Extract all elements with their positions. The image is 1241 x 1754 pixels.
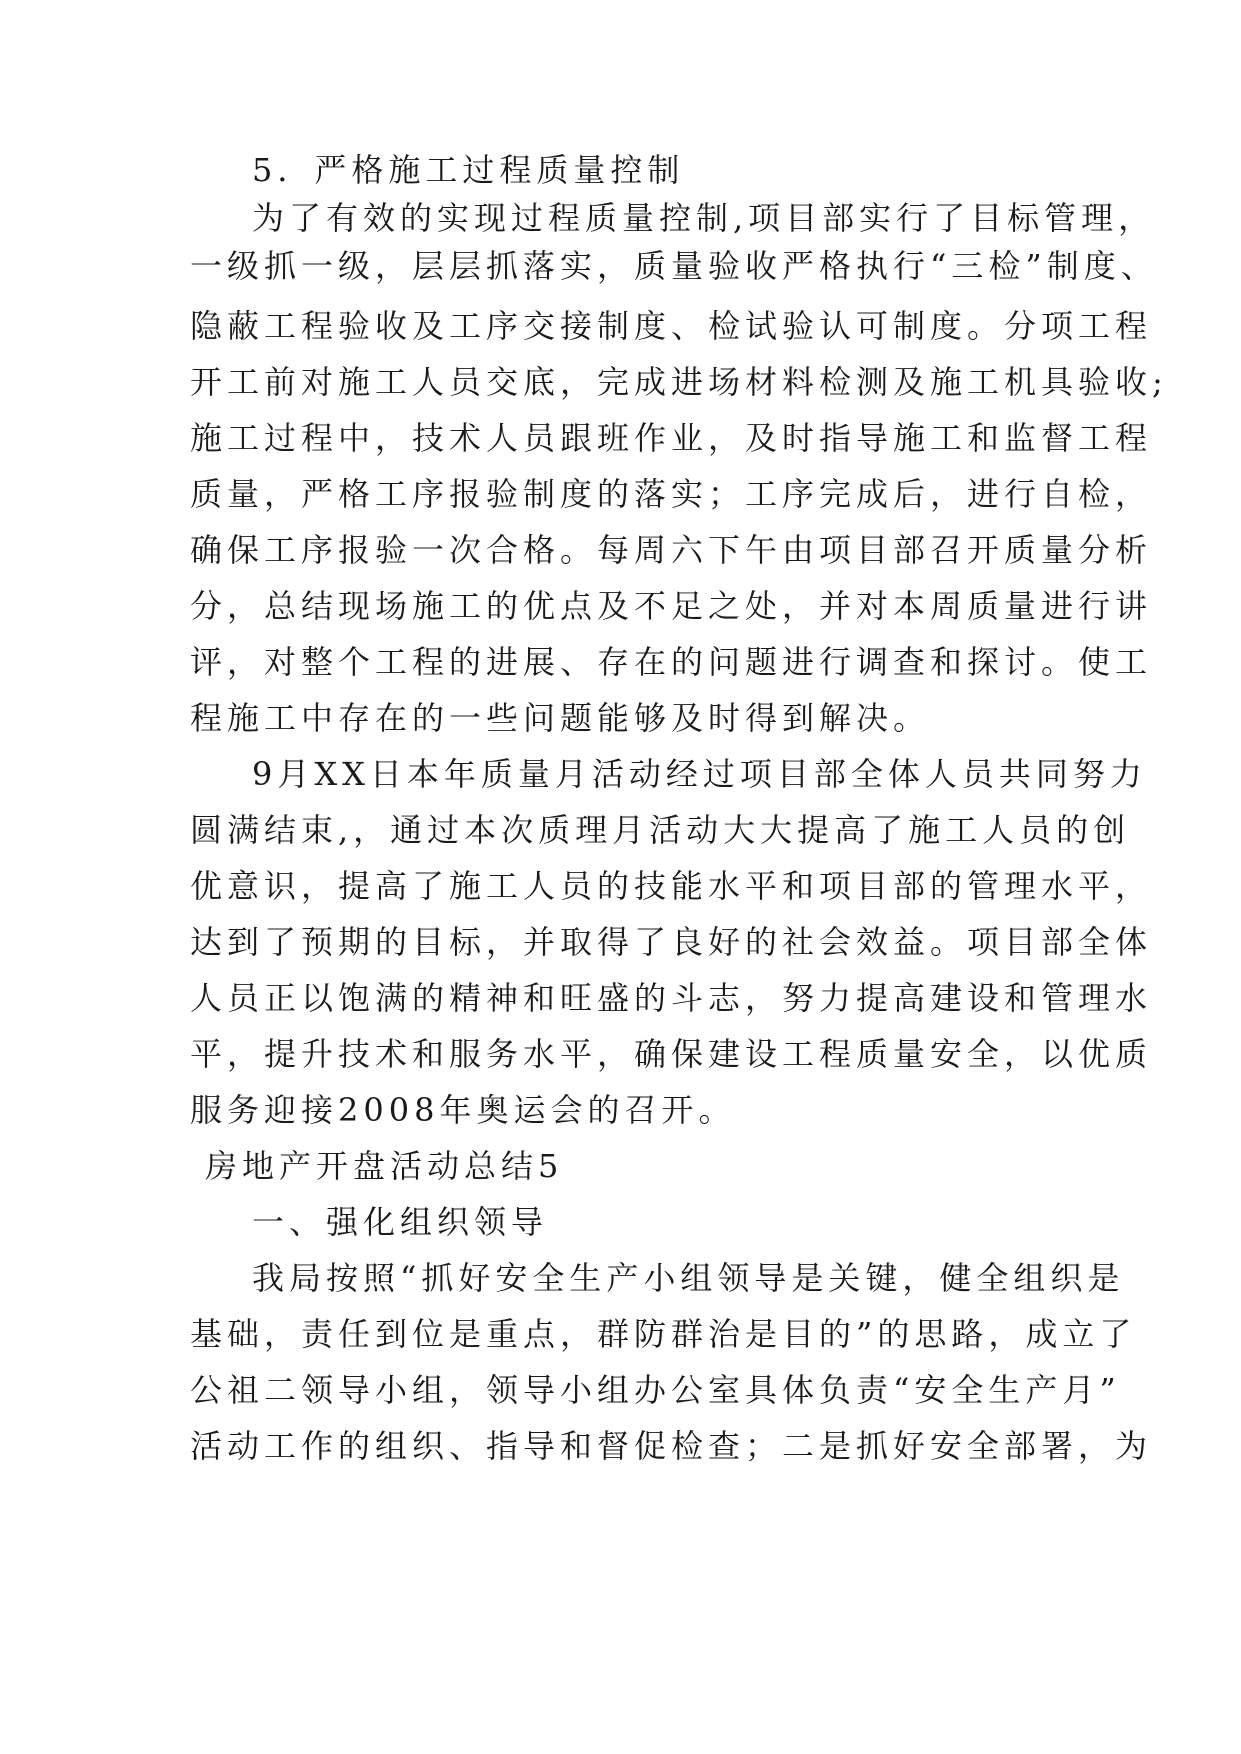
paragraph-line: 质量，严格工序报验制度的落实；工序完成后，进行自检， [190, 475, 1153, 513]
paragraph-line: 确保工序报验一次合格。每周六下午由项目部召开质量分析 [190, 531, 1153, 569]
paragraph-line: 优意识，提高了施工人员的技能水平和项目部的管理水平， [190, 867, 1153, 905]
paragraph-line: 程施工中存在的一些问题能够及时得到解决。 [190, 699, 931, 737]
paragraph-line: 达到了预期的目标，并取得了良好的社会效益。项目部全体 [190, 923, 1153, 961]
document-title: 房地产开盘活动总结5 [205, 1147, 564, 1185]
paragraph-line: 分，总结现场施工的优点及不足之处，并对本周质量进行讲 [190, 587, 1153, 625]
paragraph-line: 人员正以饱满的精神和旺盛的斗志，努力提高建设和管理水 [190, 979, 1153, 1017]
paragraph-line: 基础，责任到位是重点，群防群治是目的”的思路，成立了 [190, 1315, 1137, 1353]
paragraph-line: 活动工作的组织、指导和督促检查；二是抓好安全部署，为 [190, 1427, 1153, 1465]
section-heading: 一、强化组织领导 [252, 1203, 549, 1241]
paragraph-line: 圆满结束,，通过本次质理月活动大大提高了施工人员的创 [190, 811, 1131, 849]
paragraph-line: 评，对整个工程的进展、存在的问题进行调查和探讨。使工 [190, 643, 1153, 681]
paragraph-line: 我局按照“抓好安全生产小组领导是关键，健全组织是 [252, 1259, 1125, 1297]
paragraph-line: 一级抓一级，层层抓落实，质量验收严格执行“三检”制度、 [190, 247, 1158, 285]
paragraph-line: 隐蔽工程验收及工序交接制度、检试验认可制度。分项工程 [190, 307, 1153, 345]
paragraph-line: 为了有效的实现过程质量控制,项目部实行了目标管理， [252, 199, 1156, 237]
paragraph-line: 9月XX日本年质量月活动经过项目部全体人员共同努力 [252, 755, 1147, 793]
paragraph-line: 服务迎接2008年奥运会的召开。 [190, 1091, 736, 1129]
paragraph-line: 施工过程中，技术人员跟班作业，及时指导施工和监督工程 [190, 419, 1153, 457]
paragraph-line: 开工前对施工人员交底，完成进场材料检测及施工机具验收; [190, 363, 1168, 401]
section-heading: 5．严格施工过程质量控制 [252, 151, 685, 189]
paragraph-line: 公祖二领导小组，领导小组办公室具体负责“安全生产月” [190, 1371, 1121, 1409]
paragraph-line: 平，提升技术和服务水平，确保建设工程质量安全，以优质 [190, 1035, 1153, 1073]
